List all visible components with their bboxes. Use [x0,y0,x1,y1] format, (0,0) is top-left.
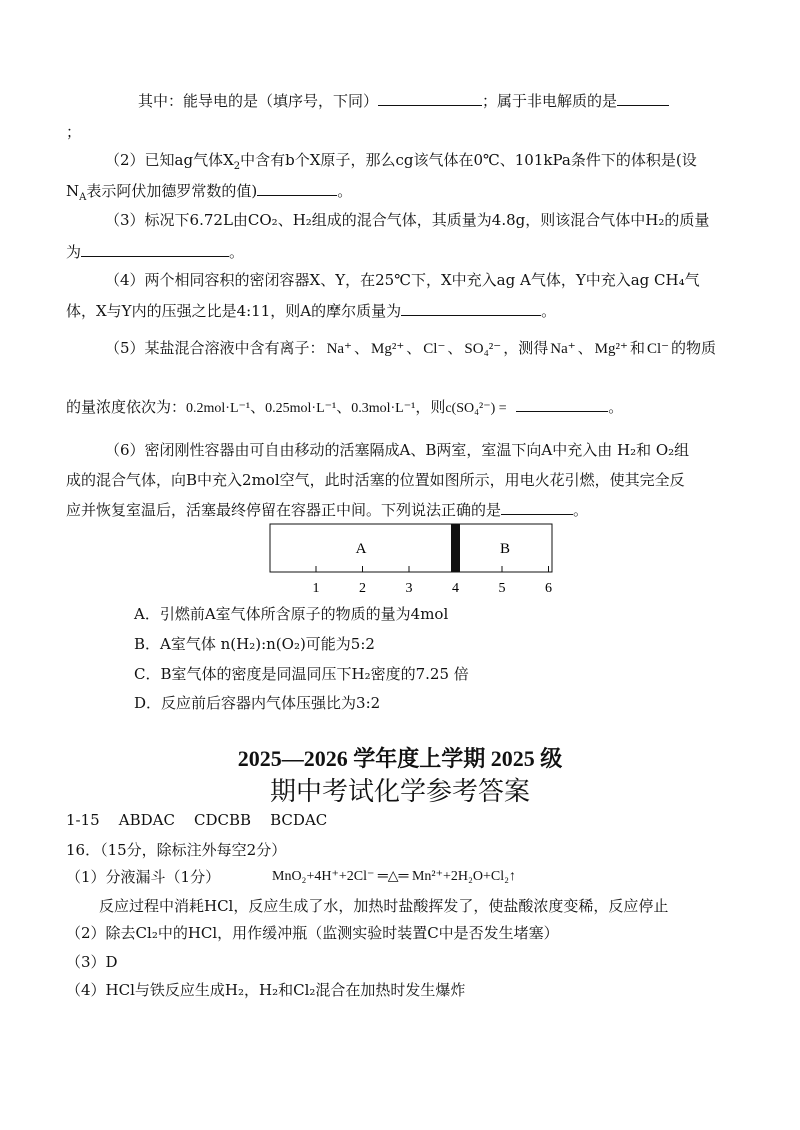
q3-label: （3） [105,211,145,229]
answer-q16-4: （4）HCl与铁反应生成H₂，H₂和Cl₂混合在加热时发生爆炸 [66,981,466,999]
answer-mc-text: 1-15 ABDAC CDCBB BCDAC [66,811,328,829]
answer-q16-3: （3）D [66,953,118,971]
tick-label-1: 1 [312,581,320,596]
q5-conc-3: 0.3mol·L⁻¹ [351,401,416,416]
q4-label: （4） [105,271,145,289]
q5-line2 [66,396,623,419]
q5-end: 。 [608,398,624,416]
q3-blank[interactable] [81,241,229,257]
q2-line1 [105,150,697,170]
answer-q16-equation: MnO₂+4H⁺+2Cl⁻ ═△═ Mn²⁺+2H₂O+Cl₂↑ [272,869,516,884]
q6-option-a[interactable]: A．引燃前A室气体所含原子的物质的量为4mol [134,605,449,623]
q5-sep-3: 、 [447,339,463,357]
q5-conc-1: 0.2mol·L⁻¹ [186,401,251,416]
q2-na: N [66,182,80,200]
q5-and: 和 [629,339,645,357]
q6-text3: 应并恢复室温后，活塞最终停留在容器正中间。下列说法正确的是 [66,501,502,519]
answer-title-line1: 2025—2026 学年度上学期 2025 级 [237,746,563,771]
q1-nonelectrolyte-blank[interactable] [617,90,669,106]
q5-text2: 的量浓度依次为： [66,398,187,416]
q5-tail: 的物质 [671,339,717,357]
answer-title-line2: 期中考试化学参考答案 [269,777,530,807]
room-a-label: A [355,541,367,557]
q5-lead: 某盐混合溶液中含有离子： [144,339,325,357]
q6-line3 [66,499,588,520]
q5-label: （5） [105,339,145,357]
q5-c-so4: c(SO₄²⁻) = [445,401,507,416]
q5-ion-so4: SO₄²⁻ [464,341,502,357]
q1-tail-sep: ；属于非电解质的是 [482,92,618,110]
q6-option-b[interactable]: B．A室气体 n(H₂):n(O₂)可能为5:2 [134,635,375,653]
q5-sep-4: 、 [577,339,593,357]
answer-q16-1a: （1）分液漏斗（1分） [66,868,221,886]
q2-blank[interactable] [257,180,337,196]
q5-ion-mg: Mg²⁺ [371,341,405,357]
tick-label-3: 3 [405,581,413,596]
q3-text2: 为 [66,243,82,261]
answer-mc [66,810,327,830]
q4-end: 。 [541,302,557,320]
q6-text1: 密闭刚性容器由可自由移动的活塞隔成A、B两室，室温下向A中充入由 H₂和 O₂组 [144,441,690,459]
q5-sep-2: 、 [406,339,422,357]
tick-label-6: 6 [545,581,552,596]
q3-line1 [105,210,709,230]
q5-line1 [105,338,716,359]
scale-ticks [313,566,553,596]
q5-ion-mg-2: Mg²⁺ [594,341,628,357]
room-b-label: B [499,541,511,557]
q2-label: （2） [105,151,145,169]
q5-measured: ，测得 [503,339,549,357]
q5-conc-2: 0.25mol·L⁻¹ [265,401,337,416]
q2-line2 [66,180,352,201]
answer-q16-1b: 反应过程中消耗HCl，反应生成了水，加热时盐酸挥发了，使盐酸浓度变稀，反应停止 [99,897,669,915]
q6-option-d[interactable]: D．反应前后容器内气体压强比为3:2 [134,694,381,712]
piston-container-diagram [262,518,562,600]
q5-then: ，则 [415,398,446,416]
q5-ion-cl-2: Cl⁻ [646,341,670,357]
q2-text-a: 已知ag气体X [144,151,234,169]
q5-sep-1: 、 [353,339,369,357]
tick-label-2: 2 [359,581,366,596]
answer-q16-2: （2）除去Cl₂中的HCl，用作缓冲瓶（监测实验时装置C中是否发生堵塞） [66,924,559,942]
q4-line2 [66,300,556,321]
q2-end: 。 [337,182,353,200]
q5-ion-cl: Cl⁻ [423,341,446,357]
q6-blank[interactable] [501,499,573,515]
q2-text-b: 中含有b个X原子，那么cg该气体在0℃、101kPa条件下的体积是(设 [240,151,697,169]
q3-text: 标况下6.72L由CO₂、H₂组成的混合气体，其质量为4.8g，则该混合气体中H₂的质量 [144,211,710,229]
q6-end: 。 [573,501,589,519]
answer-q16-1 [66,867,220,887]
q4-text2: 体，X与Y内的压强之比是4:11，则A的摩尔质量为 [66,302,402,320]
q6-label: （6） [105,441,145,459]
q2-na-sub: A [79,192,87,203]
q5-sep-5: 、 [250,398,266,416]
q4-text: 两个相同容积的密闭容器X、Y，在25℃下，X中充入ag A气体，Y中充入ag CH₄气 [144,271,700,289]
q1-tail-line [138,90,669,111]
q6-line1 [105,440,689,460]
q1-tail-text: 其中：能导电的是（填序号，下同） [138,92,379,110]
q4-line1 [105,270,700,290]
q3-line2 [66,241,244,262]
q4-blank[interactable] [401,300,541,316]
q3-end: 。 [229,243,245,261]
tick-label-5: 5 [498,581,506,596]
q5-blank[interactable] [516,396,608,412]
q1-semicolon: ； [66,123,82,141]
piston [451,524,460,572]
q2-x-sub: 2 [233,161,241,172]
q5-ion-na: Na⁺ [326,341,352,357]
q5-sep-6: 、 [336,398,352,416]
tick-label-4: 4 [452,581,459,596]
answer-q16-head: 16．（15分，除标注外每空2分） [66,841,287,859]
q6-line2: 成的混合气体，向B中充入2mol空气，此时活塞的位置如图所示，用电火花引燃，使其完全反 [66,471,685,489]
q5-ion-na-2: Na⁺ [550,341,576,357]
q1-conductor-blank[interactable] [378,90,482,106]
q6-option-c[interactable]: C．B室气体的密度是同温同压下H₂密度的7.25 倍 [134,665,469,683]
q2-text-c: 表示阿伏加德罗常数的值) [86,182,258,200]
